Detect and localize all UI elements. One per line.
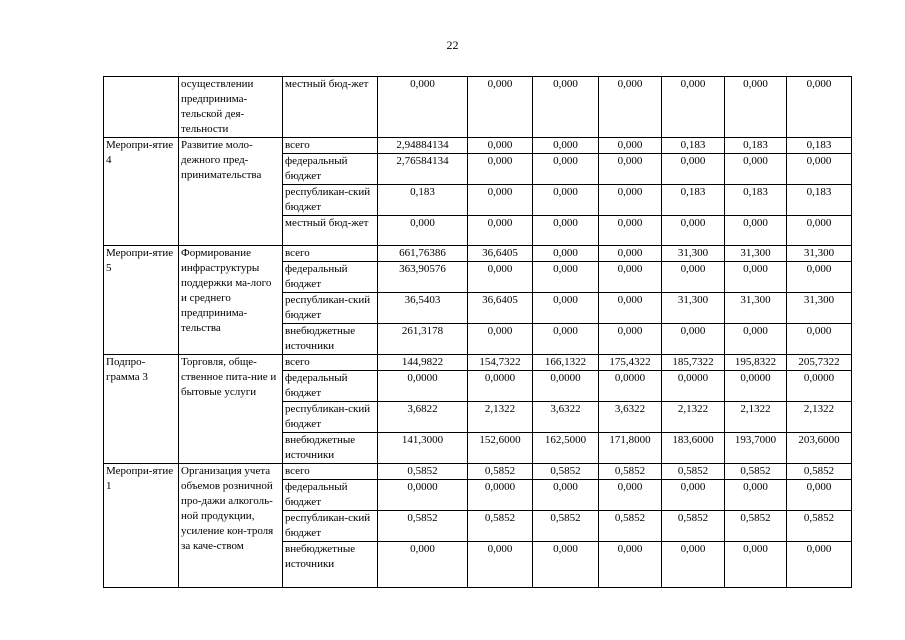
value-cell: 0,000: [725, 542, 787, 588]
value-cell: 2,1322: [725, 402, 787, 433]
value-cell: 363,90576: [378, 262, 468, 293]
value-cell: 0,000: [468, 154, 533, 185]
value-cell: 0,0000: [725, 371, 787, 402]
value-cell: 0,000: [787, 324, 852, 355]
value-cell: 3,6322: [599, 402, 662, 433]
value-cell: 0,5852: [378, 511, 468, 542]
value-cell: 36,6405: [468, 293, 533, 324]
value-cell: 0,000: [468, 138, 533, 154]
value-cell: 2,1322: [468, 402, 533, 433]
value-cell: 0,0000: [599, 371, 662, 402]
program-id-cell: Меропри-ятие 5: [104, 246, 179, 355]
value-cell: 0,000: [787, 480, 852, 511]
value-cell: 0,0000: [378, 371, 468, 402]
value-cell: 0,183: [662, 185, 725, 216]
program-name-cell: Организация учета объемов розничной про-дажи алкоголь-ной продукции, усиление кон-троля за каче-ством: [179, 464, 283, 588]
value-cell: 3,6322: [533, 402, 599, 433]
table-row: [104, 77, 852, 138]
value-cell: 0,000: [599, 154, 662, 185]
value-cell: 0,000: [725, 154, 787, 185]
program-name-cell: Торговля, обще-ственное пита-ние и бытовые услуги: [179, 355, 283, 464]
value-cell: 205,7322: [787, 355, 852, 371]
value-cell: 31,300: [662, 246, 725, 262]
value-cell: 0,000: [599, 480, 662, 511]
value-cell: 0,0000: [378, 480, 468, 511]
value-cell: 0,5852: [468, 464, 533, 480]
value-cell: 36,6405: [468, 246, 533, 262]
value-cell: 0,5852: [662, 511, 725, 542]
value-cell: 0,000: [787, 77, 852, 138]
value-cell: 31,300: [725, 293, 787, 324]
value-cell: 0,000: [468, 542, 533, 588]
funding-source-cell: всего: [283, 138, 378, 154]
value-cell: 0,000: [378, 216, 468, 246]
value-cell: 0,000: [468, 262, 533, 293]
program-id-cell: Меропри-ятие 1: [104, 464, 179, 588]
value-cell: 183,6000: [662, 433, 725, 464]
value-cell: 261,3178: [378, 324, 468, 355]
value-cell: 0,000: [378, 542, 468, 588]
value-cell: 0,5852: [787, 464, 852, 480]
funding-source-cell: республикан-ский бюджет: [283, 402, 378, 433]
value-cell: 193,7000: [725, 433, 787, 464]
value-cell: 185,7322: [662, 355, 725, 371]
value-cell: 0,000: [468, 324, 533, 355]
value-cell: 0,000: [533, 542, 599, 588]
value-cell: 0,000: [787, 216, 852, 246]
value-cell: 0,000: [725, 324, 787, 355]
value-cell: 0,000: [599, 246, 662, 262]
value-cell: 0,000: [533, 293, 599, 324]
funding-source-cell: местный бюд-жет: [283, 77, 378, 138]
value-cell: 36,5403: [378, 293, 468, 324]
table-row: [104, 138, 852, 154]
funding-source-cell: республикан-ский бюджет: [283, 511, 378, 542]
program-name-cell: осуществлении предпринима-тельской дея-тельности: [179, 77, 283, 138]
value-cell: 0,0000: [468, 371, 533, 402]
funding-source-cell: внебюджетные источники: [283, 542, 378, 588]
value-cell: 0,5852: [378, 464, 468, 480]
value-cell: 0,000: [662, 324, 725, 355]
value-cell: 0,5852: [599, 511, 662, 542]
funding-source-cell: федеральный бюджет: [283, 371, 378, 402]
table-row: [104, 355, 852, 371]
program-id-cell: Меропри-ятие 4: [104, 138, 179, 246]
funding-source-cell: федеральный бюджет: [283, 154, 378, 185]
value-cell: 0,000: [533, 480, 599, 511]
program-id-cell: [104, 77, 179, 138]
value-cell: 0,000: [378, 77, 468, 138]
funding-source-cell: всего: [283, 246, 378, 262]
value-cell: 31,300: [662, 293, 725, 324]
value-cell: 0,000: [468, 77, 533, 138]
value-cell: 152,6000: [468, 433, 533, 464]
value-cell: 661,76386: [378, 246, 468, 262]
value-cell: 162,5000: [533, 433, 599, 464]
value-cell: 0,000: [533, 216, 599, 246]
value-cell: 0,000: [662, 542, 725, 588]
value-cell: 0,183: [725, 138, 787, 154]
value-cell: 0,000: [533, 324, 599, 355]
value-cell: 0,0000: [468, 480, 533, 511]
value-cell: 0,000: [533, 246, 599, 262]
funding-source-cell: местный бюд-жет: [283, 216, 378, 246]
value-cell: 0,183: [787, 185, 852, 216]
value-cell: 0,000: [725, 480, 787, 511]
value-cell: 141,3000: [378, 433, 468, 464]
value-cell: 171,8000: [599, 433, 662, 464]
value-cell: 0,5852: [662, 464, 725, 480]
value-cell: 0,000: [599, 138, 662, 154]
value-cell: 0,000: [468, 185, 533, 216]
value-cell: 203,6000: [787, 433, 852, 464]
value-cell: 0,5852: [787, 511, 852, 542]
value-cell: 0,000: [662, 154, 725, 185]
value-cell: 2,76584134: [378, 154, 468, 185]
value-cell: 3,6822: [378, 402, 468, 433]
funding-source-cell: внебюджетные источники: [283, 433, 378, 464]
value-cell: 0,000: [662, 262, 725, 293]
value-cell: 0,000: [662, 216, 725, 246]
value-cell: 0,5852: [533, 464, 599, 480]
value-cell: 0,5852: [533, 511, 599, 542]
value-cell: 0,0000: [662, 371, 725, 402]
value-cell: 0,000: [599, 293, 662, 324]
value-cell: 2,94884134: [378, 138, 468, 154]
table-row: [104, 464, 852, 480]
value-cell: 0,0000: [533, 371, 599, 402]
value-cell: 195,8322: [725, 355, 787, 371]
value-cell: 0,000: [725, 77, 787, 138]
value-cell: 31,300: [787, 293, 852, 324]
value-cell: 0,183: [787, 138, 852, 154]
value-cell: 0,000: [599, 262, 662, 293]
value-cell: 175,4322: [599, 355, 662, 371]
value-cell: 0,000: [662, 480, 725, 511]
value-cell: 0,000: [787, 154, 852, 185]
value-cell: 0,000: [533, 154, 599, 185]
value-cell: 166,1322: [533, 355, 599, 371]
table-row: [104, 246, 852, 262]
value-cell: 0,000: [599, 77, 662, 138]
program-name-cell: Формирование инфраструктуры поддержки ма-лого и среднего предпринима-тельства: [179, 246, 283, 355]
value-cell: 0,000: [599, 542, 662, 588]
funding-source-cell: федеральный бюджет: [283, 480, 378, 511]
value-cell: 31,300: [725, 246, 787, 262]
funding-source-cell: всего: [283, 355, 378, 371]
value-cell: 0,000: [787, 542, 852, 588]
value-cell: 0,000: [599, 324, 662, 355]
program-name-cell: Развитие моло-дежного пред-принимательства: [179, 138, 283, 246]
value-cell: 154,7322: [468, 355, 533, 371]
value-cell: 0,183: [662, 138, 725, 154]
value-cell: 0,5852: [725, 464, 787, 480]
page-number: 22: [446, 38, 459, 52]
value-cell: 0,0000: [787, 371, 852, 402]
value-cell: 0,000: [599, 216, 662, 246]
value-cell: 2,1322: [662, 402, 725, 433]
value-cell: 0,5852: [725, 511, 787, 542]
value-cell: 0,000: [533, 138, 599, 154]
value-cell: 0,183: [725, 185, 787, 216]
budget-table: [103, 76, 852, 588]
value-cell: 0,000: [725, 216, 787, 246]
funding-source-cell: внебюджетные источники: [283, 324, 378, 355]
funding-source-cell: федеральный бюджет: [283, 262, 378, 293]
value-cell: 2,1322: [787, 402, 852, 433]
value-cell: 0,5852: [599, 464, 662, 480]
value-cell: 0,000: [599, 185, 662, 216]
funding-source-cell: республикан-ский бюджет: [283, 293, 378, 324]
value-cell: 144,9822: [378, 355, 468, 371]
funding-source-cell: всего: [283, 464, 378, 480]
value-cell: 0,000: [468, 216, 533, 246]
value-cell: 0,183: [378, 185, 468, 216]
program-id-cell: Подпро-грамма 3: [104, 355, 179, 464]
value-cell: 31,300: [787, 246, 852, 262]
value-cell: 0,000: [662, 77, 725, 138]
value-cell: 0,000: [533, 262, 599, 293]
funding-source-cell: республикан-ский бюджет: [283, 185, 378, 216]
value-cell: 0,000: [725, 262, 787, 293]
value-cell: 0,5852: [468, 511, 533, 542]
value-cell: 0,000: [787, 262, 852, 293]
value-cell: 0,000: [533, 77, 599, 138]
value-cell: 0,000: [533, 185, 599, 216]
